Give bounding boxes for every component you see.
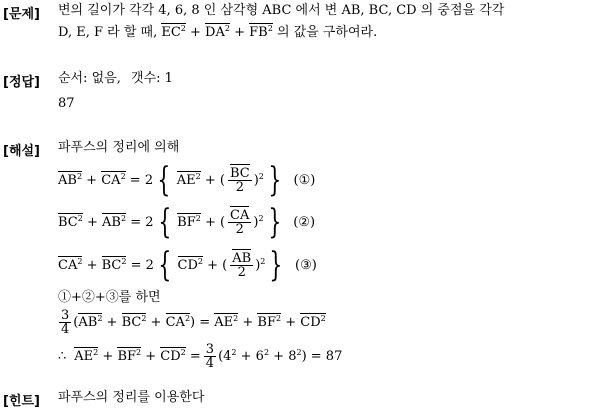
- solution-intro: 파푸스의 정리에 의해: [58, 140, 180, 155]
- answer-count: 갯수: 1: [131, 71, 173, 86]
- hint-text: 파푸스의 정리를 이용한다: [58, 390, 205, 405]
- problem-label: [문제]: [3, 7, 40, 22]
- therefore-symbol: ∴: [58, 348, 67, 364]
- problem-line-2: [58, 25, 377, 41]
- problem-expression: $EC^2 + DA^2 + FB^2$: [161, 24, 273, 40]
- mark-3: ③: [300, 257, 312, 273]
- solution-sum-text: ①+②+③를 하면: [58, 290, 161, 305]
- mark-1: ①: [298, 172, 311, 188]
- solution-label: [해설]: [3, 144, 40, 159]
- answer-label: [정답]: [3, 75, 40, 90]
- equation-result: ∴ $AE^2 + BF^2 + CD^2$ = $\frac{3}{4}$ $(4^2 + 6^2 + 8^2) = 87$: [58, 341, 343, 371]
- hint-label: [힌트]: [3, 394, 40, 409]
- problem-line-2-suffix: 의 값을 구하여라.: [276, 25, 378, 40]
- answer-value: 87: [58, 96, 75, 111]
- answer-order: 순서: 없음,: [58, 71, 121, 86]
- equation-1: $AB^2 + CA^2 = 2$ { $AE^2$ + ( $\frac{BC}{2}$ )$^2$ } (①): [58, 160, 316, 200]
- answer-meta: [58, 71, 173, 87]
- equation-3: $CA^2 + BC^2 = 2$ { $CD^2$ + ( $\frac{AB}{2}$ )$^2$ } (③): [58, 245, 317, 285]
- problem-line-1: 변의 길이가 각각 4, 6, 8 인 삼각형 ABC 에서 변 AB, BC, CD 의 중점을 각각: [58, 3, 505, 18]
- mark-2: ②: [298, 214, 310, 230]
- equation-sum: $\frac{3}{4}$ $(AB^2 + BC^2 + CA^2) = AE^2 + BF^2 + CD^2$: [61, 307, 326, 337]
- problem-line-2-prefix: D, E, F 라 할 때,: [58, 25, 158, 40]
- equation-2: $BC^2 + AB^2 = 2$ { $BF^2$ + ( $\frac{CA}{2}$ )$^2$ } (②): [58, 202, 316, 242]
